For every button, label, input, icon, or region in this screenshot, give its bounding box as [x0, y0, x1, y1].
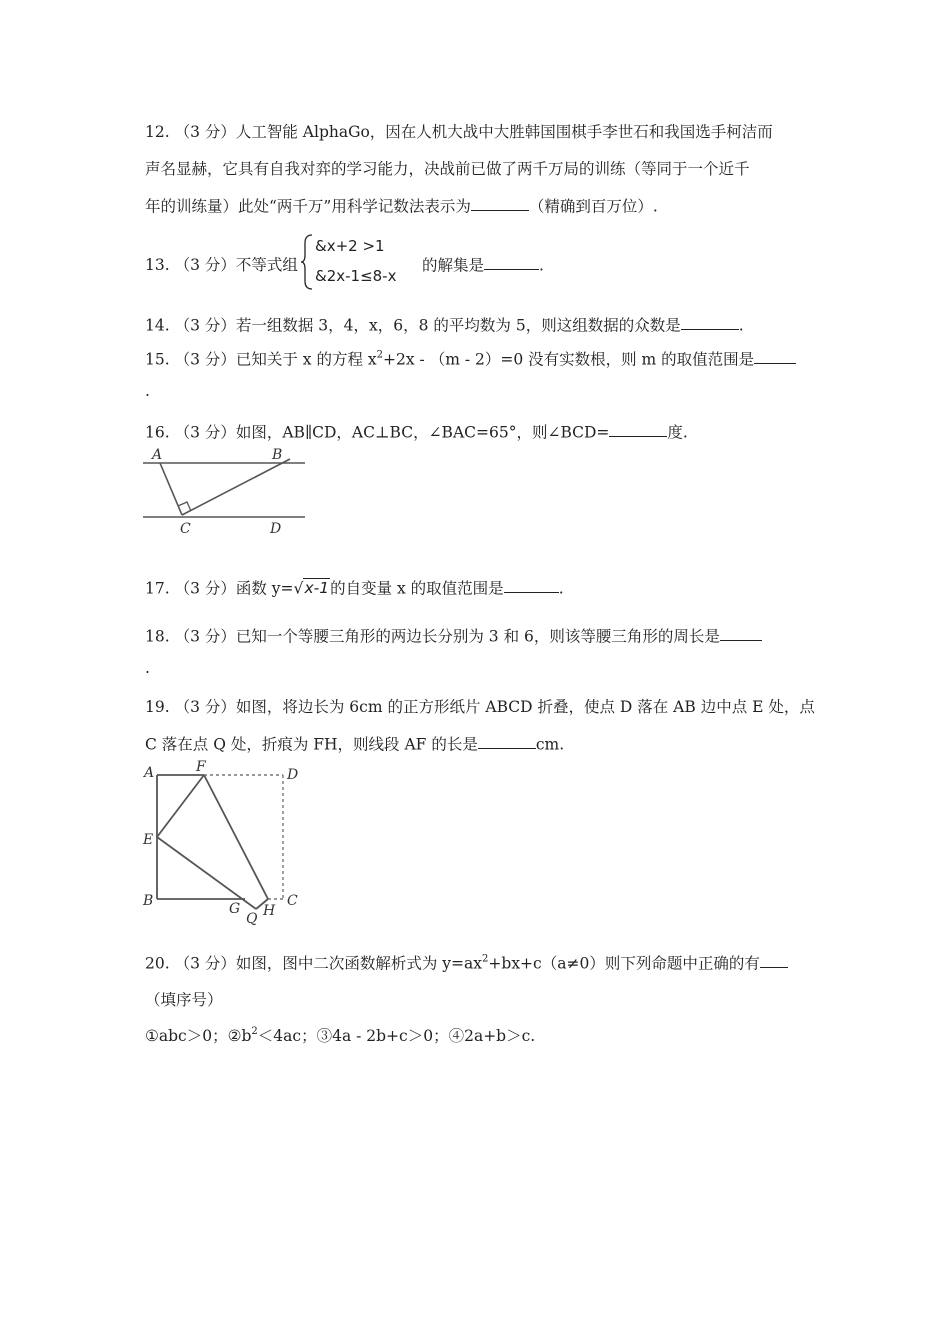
q18-answer-blank[interactable]	[720, 624, 762, 641]
q16-text: 16. （3 分）如图，AB∥CD，AC⊥BC，∠BAC=65°，则∠BCD=	[145, 423, 610, 442]
q14-text: 14. （3 分）若一组数据 3，4，x，6，8 的平均数为 5，则这组数据的众数是	[145, 316, 681, 335]
q16-figure	[140, 445, 310, 537]
q18-text: 18. （3 分）已知一个等腰三角形的两边长分别为 3 和 6，则该等腰三角形的周长是	[145, 627, 720, 646]
segment-bc	[182, 459, 290, 515]
q16: 16. （3 分）如图，AB∥CD，AC⊥BC，∠BAC=65°，则∠BCD= 度.	[145, 420, 688, 442]
label-b: B	[272, 447, 283, 463]
q14-answer-blank[interactable]	[681, 313, 739, 330]
q20-line2: （填序号）	[145, 991, 223, 1009]
q20-answer-blank[interactable]	[760, 951, 788, 968]
q12-text: 年的训练量）此处“两千万”用科学记数法表示为	[145, 197, 471, 216]
q17-answer-blank[interactable]	[504, 576, 559, 593]
label-e: E	[143, 832, 154, 848]
q18	[145, 624, 762, 646]
q19-line1: 19. （3 分）如图，将边长为 6cm 的正方形纸片 ABCD 折叠，使点 D 落在 AB 边中点 E 处，点	[145, 698, 815, 716]
q17-text: 17. （3 分）函数 y=	[145, 579, 294, 598]
radical-sign-icon: √	[293, 579, 304, 598]
q20-line1: 20. （3 分）如图，图中二次函数解析式为 $y=ax^2+bx+c(a\ne 0)$则下列命题中正确的有	[145, 951, 788, 973]
q13-label: 13. （3 分）不等式组	[145, 256, 298, 274]
q14: 14. （3 分）若一组数据 3，4，x，6，8 的平均数为 5，则这组数据的众数是 .	[145, 313, 744, 335]
label-b: B	[143, 893, 154, 909]
label-h: H	[263, 903, 276, 919]
q15: 15. （3 分）已知关于 x 的方程 $x^2+2x - (m - 2)=0$ 没有实数根，则 m 的取值范围是	[145, 347, 796, 369]
label-a: A	[144, 765, 155, 781]
q12-line1: 12. （3 分）人工智能 AlphaGo，因在人机大战中大胜韩国围棋手李世石和我国选手柯洁而	[145, 123, 773, 141]
label-q: Q	[246, 911, 258, 927]
q15-end: .	[145, 382, 150, 400]
q16-answer-blank[interactable]	[609, 420, 667, 437]
segment-ef	[157, 775, 204, 837]
q12-line2: 声名显赫，它具有自我对弈的学习能力，决战前已做了两千万局的训练（等同于一个近千	[145, 160, 750, 178]
q13-inequality-2: &2x-1≤8-x	[315, 267, 397, 285]
crease-fh	[204, 775, 268, 899]
q18-end: .	[145, 659, 150, 677]
q19-figure	[138, 757, 308, 927]
label-g: G	[229, 901, 241, 917]
label-a: A	[152, 447, 163, 463]
label-c: C	[180, 521, 191, 537]
q12-answer-blank[interactable]	[471, 194, 529, 211]
q17-radicand: x-1	[304, 579, 330, 598]
q15-text: 15. （3 分）已知关于 x 的方程 x	[145, 350, 377, 369]
q19-answer-blank[interactable]	[478, 732, 536, 749]
label-c: C	[287, 893, 298, 909]
label-d: D	[287, 767, 299, 783]
q12-line3	[145, 194, 658, 216]
q13-inequality-1: &x+2 >1	[315, 237, 385, 255]
label-f: F	[196, 759, 206, 775]
segment-ac	[160, 463, 182, 515]
q13-tail: 的解集是 .	[422, 253, 544, 275]
q20-text: 20. （3 分）如图，图中二次函数解析式为 y=ax	[145, 954, 483, 973]
q19-text: C 落在点 Q 处，折痕为 FH，则线段 AF 的长是	[145, 735, 478, 754]
q12-tail: （精确到百万位）.	[528, 197, 658, 216]
label-d: D	[270, 521, 282, 537]
q15-answer-blank[interactable]	[754, 347, 796, 364]
system-brace-icon	[300, 233, 314, 291]
q17: 17. （3 分）函数 y=√x-1的自变量 x 的取值范围是 .	[145, 576, 564, 598]
q13-answer-blank[interactable]	[484, 253, 539, 270]
q20-options: ①abc＞0；$②b^2<4ac$；③4a - 2b+c＞0；④2a+b＞c.	[145, 1026, 536, 1045]
q19-line2: C 落在点 Q 处，折痕为 FH，则线段 AF 的长是 cm.	[145, 732, 564, 754]
